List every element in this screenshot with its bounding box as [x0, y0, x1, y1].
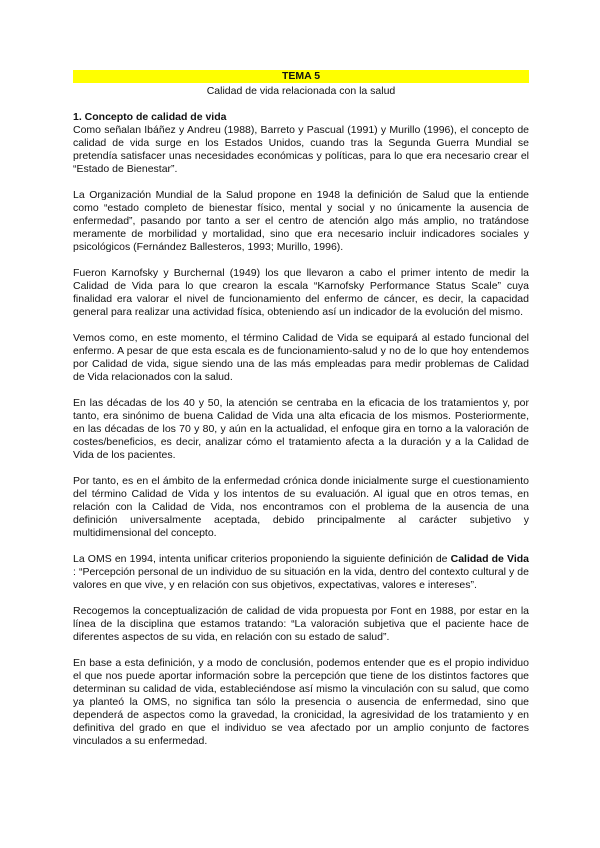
- paragraph-functional-state: Vemos como, en este momento, el término Calidad de Vida se equipará al estado funcional del enfermo. A pesar de que esta escala es de funcionamiento-salud y no de lo que hoy entendemos por Calidad de vida, sigue siendo una de las más empleadas para medir problemas de Calidad de Vida relacionados con la salud.: [73, 332, 529, 383]
- paragraph-chronic-disease: Por tanto, es en el ámbito de la enfermedad crónica donde inicialmente surge el cuestionamiento del término Calidad de Vida y los intentos de su evaluación. Al igual que en otros temas, en relación con la Calidad de Vida, nos encontramos con el problema de la ausencia de una definición universalmente aceptada, debido principalmente al carácter subjetivo y multidimensional del concepto.: [73, 475, 529, 539]
- document-page: [73, 70, 529, 748]
- paragraph-oms-1948: La Organización Mundial de la Salud propone en 1948 la definición de Salud que la entiende como “estado completo de bienestar físico, mental y social y no únicamente la ausencia de enfermedad”, pasando por tanto a ser el centro de atención algo más amplio, no tratándose meramente de morbilidad y mortalidad, sino que era necesario incluir indicadores sociales y psicológicos (Fernández Ballesteros, 1993; Murillo, 1996).: [73, 189, 529, 253]
- oms-text-after: : “Percepción personal de un individuo de su situación en la vida, dentro del contexto cultural y de valores en que vive, y en relación con sus objetivos, expectativas, valores e intereses”.: [73, 566, 529, 591]
- paragraph-karnofsky: Fueron Karnofsky y Burchernal (1949) los que llevaron a cabo el primer intento de medir la Calidad de Vida para lo que crearon la escala “Karnofsky Performance Status Scale” cuya finalidad era valorar el nivel de funcionamiento del enfermo de cáncer, es decir, la capacidad general para realizar una actividad física, obteniendo así un indicador de la evolución del mismo.: [73, 267, 529, 318]
- paragraph-oms-1994: [73, 553, 529, 592]
- paragraph-font-1988: Recogemos la conceptualización de calidad de vida propuesta por Font en 1988, por estar en la línea de la disciplina que estamos tratando: “La valoración subjetiva que el paciente hace de diferentes aspectos de su vida, en relación con su estado de salud”.: [73, 605, 529, 643]
- document-title: TEMA 5: [73, 70, 529, 83]
- paragraph-origin: Como señalan Ibáñez y Andreu (1988), Barreto y Pascual (1991) y Murillo (1996), el concepto de calidad de vida surge en los Estados Unidos, cuando tras la Segunda Guerra Mundial se pretendía satisfacer unas necesidades económicas y políticas, para lo que era necesario crear el “Estado de Bienestar”.: [73, 124, 529, 175]
- section-heading: 1. Concepto de calidad de vida: [73, 111, 227, 123]
- oms-text-before: La OMS en 1994, intenta unificar criterios proponiendo la siguiente definición de: [73, 553, 451, 565]
- oms-bold-term: Calidad de Vida: [450, 553, 529, 565]
- paragraph-conclusion: En base a esta definición, y a modo de conclusión, podemos entender que es el propio individuo el que nos puede aportar información sobre la percepción que tiene de los distintos factores que determinan su calidad de vida, estableciéndose así mismo la vinculación con su salud, que como ya planteó la OMS, no significa tan sólo la presencia o ausencia de enfermedad, sino que dependerá de aspectos como la gravedad, la cronicidad, la agresividad de los tratamiento y en definitiva del grado en que el individuo se vea afectado por un amplio conjunto de factores vinculados a su enfermedad.: [73, 657, 529, 747]
- document-subtitle: Calidad de vida relacionada con la salud: [206, 85, 396, 97]
- paragraph-decades: En las décadas de los 40 y 50, la atención se centraba en la eficacia de los tratamientos y, por tanto, era sinónimo de buena Calidad de Vida una alta eficacia de los mismos. Posteriormente, en las décadas de los 70 y 80, y aún en la actualidad, el enfoque gira en torno a la valoración de costes/beneficios, es decir, analizar cómo el tratamiento afecta a la duración y a la Calidad de Vida de los pacientes.: [73, 397, 529, 461]
